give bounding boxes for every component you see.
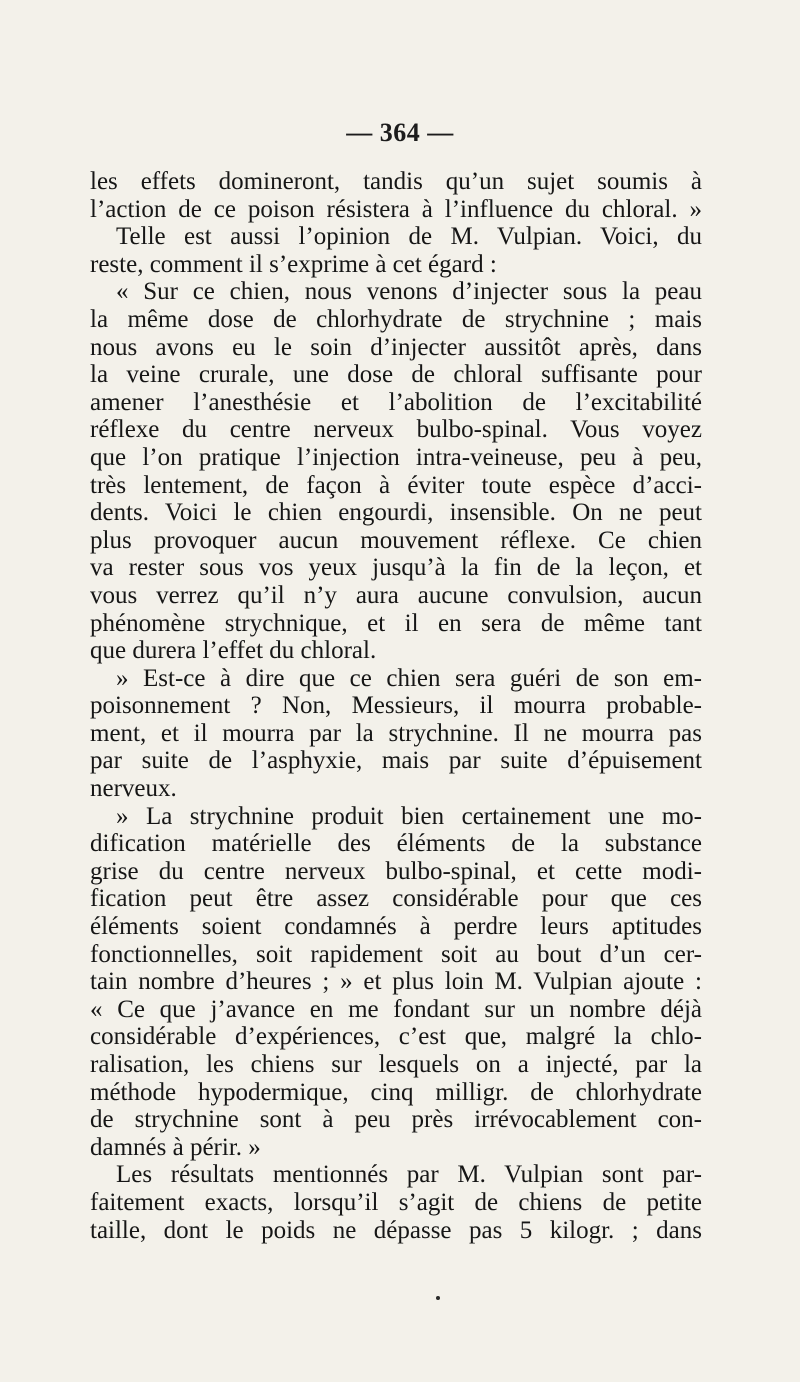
text-line: « Sur ce chien, nous venons d’injecter sous la peau <box>116 278 702 306</box>
ink-mark <box>436 1296 440 1300</box>
text-line: reste, comment il s’exprime à cet égard : <box>90 250 497 278</box>
text-line: l’action de ce poison résistera à l’influence du chloral. » <box>90 195 702 223</box>
text-line: phénomène strychnique, et il en sera de même tant <box>90 609 702 637</box>
page-number: — 364 — <box>346 118 454 147</box>
text-line: de strychnine sont à peu près irrévocablement con- <box>90 1106 702 1134</box>
text-line: nerveux. <box>90 775 177 803</box>
text-line: ment, et il mourra par la strychnine. Il ne mourra pas <box>90 719 702 747</box>
text-line: ralisation, les chiens sur lesquels on a injecté, par la <box>90 1051 702 1078</box>
body-text <box>90 168 702 1244</box>
text-line: plus provoquer aucun mouvement réflexe. Ce chien <box>90 526 702 554</box>
text-line: que durera l’effet du chloral. <box>90 637 377 665</box>
text-line: les effets domineront, tandis qu’un sujet soumis à <box>90 168 702 195</box>
text-line: nous avons eu le soin d’injecter aussitôt après, dans <box>90 333 702 361</box>
text-line: la veine crurale, une dose de chloral suffisante pour <box>90 361 702 389</box>
text-line: la même dose de chlorhydrate de strychnine ; mais <box>90 305 702 333</box>
text-line: méthode hypodermique, cinq milligr. de chlorhydrate <box>90 1078 702 1106</box>
text-line: fonctionnelles, soit rapidement soit au bout d’un cer- <box>90 940 702 968</box>
text-line: tain nombre d’heures ; » et plus loin M. Vulpian ajoute : <box>90 968 702 996</box>
text-line: vous verrez qu’il n’y aura aucune convulsion, aucun <box>90 581 702 609</box>
text-line: « Ce que j’avance en me fondant sur un nombre déjà <box>90 995 702 1023</box>
text-line: » La strychnine produit bien certainement une mo- <box>116 802 702 830</box>
text-line: faitement exacts, lorsqu’il s’agit de chiens de petite <box>90 1188 702 1216</box>
text-line: poisonnement ? Non, Messieurs, il mourra probable- <box>90 692 702 720</box>
text-line: par suite de l’asphyxie, mais par suite d’épuisement <box>90 747 702 775</box>
text-line: damnés à périr. » <box>90 1133 261 1161</box>
text-line: fication peut être assez considérable pour que ces <box>90 885 702 913</box>
text-line: taille, dont le poids ne dépasse pas 5 kilogr. ; dans <box>90 1216 702 1244</box>
text-line: considérable d’expériences, c’est que, malgré la chlo- <box>90 1023 702 1051</box>
text-line: éléments soient condamnés à perdre leurs aptitudes <box>90 913 702 941</box>
text-line: grise du centre nerveux bulbo-spinal, et cette modi- <box>90 857 702 885</box>
text-line: » Est-ce à dire que ce chien sera guéri de son em- <box>116 664 702 692</box>
text-line: dification matérielle des éléments de la substance <box>90 830 702 858</box>
text-line: amener l’anesthésie et l’abolition de l’excitabilité <box>90 388 702 416</box>
text-line: très lentement, de façon à éviter toute espèce d’acci- <box>90 471 702 499</box>
text-line: Telle est aussi l’opinion de M. Vulpian. Voici, du <box>116 223 702 251</box>
text-line: Les résultats mentionnés par M. Vulpian sont par- <box>116 1161 702 1189</box>
text-line: que l’on pratique l’injection intra-veineuse, peu à peu, <box>90 443 702 471</box>
text-line: va rester sous vos yeux jusqu’à la fin de la leçon, et <box>90 554 702 582</box>
text-line: dents. Voici le chien engourdi, insensible. On ne peut <box>90 499 702 527</box>
text-line: réflexe du centre nerveux bulbo-spinal. Vous voyez <box>90 416 702 444</box>
